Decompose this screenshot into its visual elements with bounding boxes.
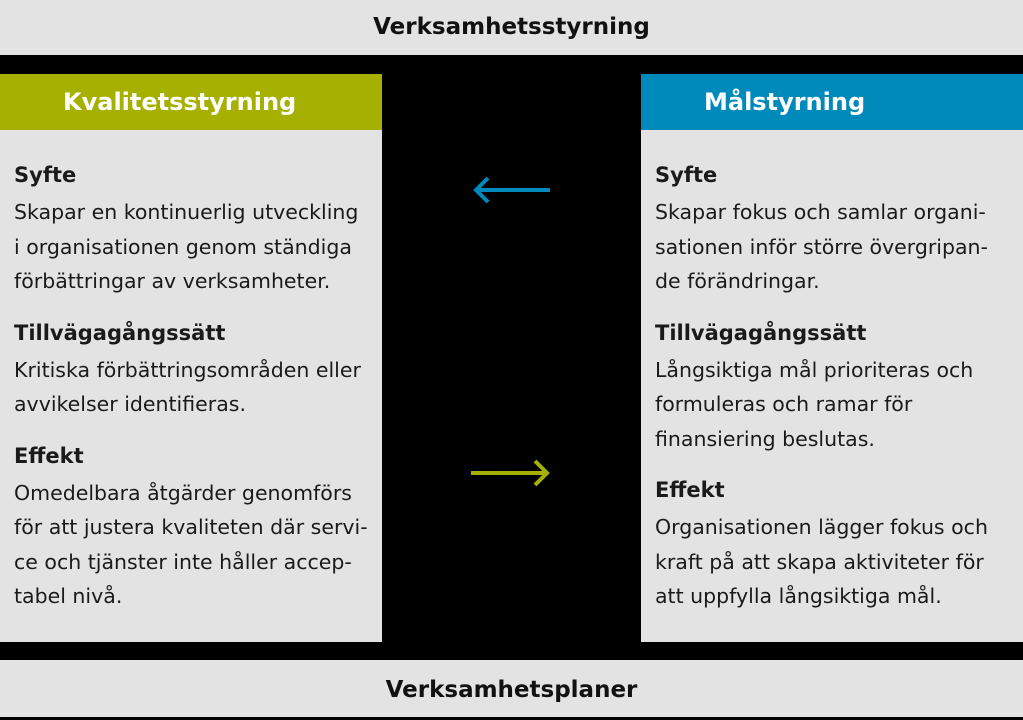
right-approach-heading: Tillvägagångssätt <box>655 320 867 345</box>
left-effect-text: Omedelbara åtgärder genomförs för att justera kvaliteten där servi- ce och tjänster inte håller accep- tabel nivå. <box>14 480 368 608</box>
goal-management-title: Målstyrning <box>641 74 1023 130</box>
right-purpose-heading: Syfte <box>655 163 718 187</box>
left-effect-heading: Effekt <box>14 443 84 468</box>
left-approach-text: Kritiska förbättringsområden eller avvikelser identifieras. <box>14 357 361 416</box>
arrow-right-icon <box>471 461 547 485</box>
arrow-left-icon <box>476 178 550 202</box>
right-effect-text: Organisationen lägger fokus och kraft på att skapa aktiviteter för att uppfylla långsiktiga mål. <box>655 515 988 608</box>
right-approach-text: Långsiktiga mål prioriteras och formuleras och ramar för finansiering beslutas. <box>655 357 974 451</box>
quality-management-panel <box>0 74 382 642</box>
right-purpose-text: Skapar fokus och samlar organi- sationen inför större övergripan- de förändringar. <box>655 200 988 293</box>
right-effect-heading: Effekt <box>655 478 725 502</box>
goal-management-panel <box>641 74 1023 642</box>
top-band-label: Verksamhetsstyrning <box>0 0 1023 55</box>
quality-management-body <box>0 130 382 614</box>
left-purpose-heading: Syfte <box>14 163 77 187</box>
left-approach-heading: Tillvägagångssätt <box>14 320 226 345</box>
arrows-area <box>382 55 641 660</box>
goal-management-body <box>641 130 1023 614</box>
quality-management-title: Kvalitetsstyrning <box>0 74 382 130</box>
bottom-band-label: Verksamhetsplaner <box>0 660 1023 717</box>
left-purpose-text: Skapar en kontinuerlig utveckling i organisationen genom ständiga förbättringar av verksamheter. <box>14 200 359 293</box>
